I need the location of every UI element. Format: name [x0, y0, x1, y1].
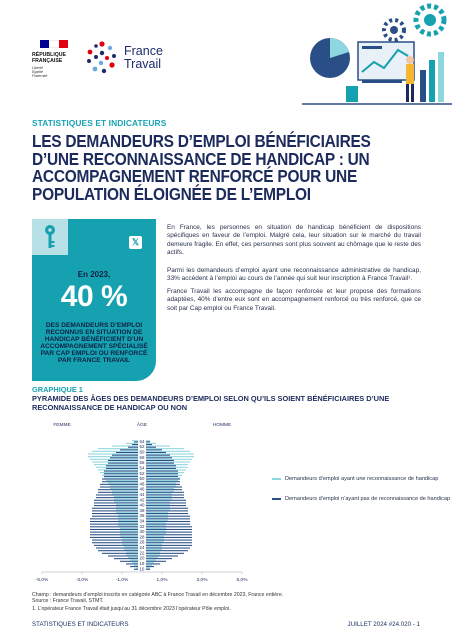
pyramid-bar-homme: [146, 568, 150, 569]
pyramid-bar-femme: [120, 533, 138, 534]
pyramid-bar-homme: [146, 569, 150, 570]
pyramid-bar-femme: [136, 568, 138, 569]
pyramid-bar-homme: [146, 492, 184, 493]
footer-issue-label: JUILLET 2024 #24.020 - 1: [347, 621, 420, 628]
pyramid-bar-homme: [146, 455, 170, 456]
pyramid-bar-femme: [134, 569, 138, 570]
pyramid-bar-femme: [92, 540, 138, 541]
pyramid-bar-femme: [96, 494, 138, 495]
pyramid-bar-homme: [146, 491, 174, 492]
pyramid-bar-homme: [146, 459, 192, 460]
pyramid-bar-homme: [146, 560, 156, 561]
pyramid-bar-femme: [92, 451, 138, 452]
page-title: LES DEMANDEURS D’EMPLOI BÉNÉFICIAIRES D’UNE RECONNAISSANCE DE HANDICAP : UN ACCOMPAGNEMENT RENFORCÉ POUR UNE POPULATION ÉLOIGNÉE DE L’EMPLOI: [32, 131, 371, 204]
key-figure-intro: En 2023,: [77, 270, 111, 279]
pyramid-bar-homme: [146, 479, 180, 480]
pyramid-bar-homme: [146, 441, 150, 442]
france-travail-wordmark: France Travail: [124, 44, 163, 71]
legend-label-rqth: Demandeurs d’emploi ayant une reconnaissance de handicap: [285, 476, 439, 482]
pyramid-x-tick-label: 1,0%: [156, 578, 168, 583]
pyramid-bar-homme: [146, 486, 182, 487]
pyramid-age-tick: 60: [139, 449, 145, 455]
pyramid-bar-femme: [116, 452, 138, 453]
pyramid-bar-homme: [146, 443, 156, 444]
pyramid-age-tick: 34: [139, 518, 145, 524]
pyramid-bar-femme: [116, 509, 138, 510]
pyramid-bar-homme: [146, 451, 190, 452]
pyramid-bar-femme: [116, 512, 138, 513]
pyramid-age-tick: 46: [139, 486, 145, 492]
pyramid-bar-femme: [120, 449, 138, 450]
pyramid-bar-homme: [146, 499, 172, 500]
pyramid-bar-femme: [100, 486, 138, 487]
pyramid-bar-femme: [110, 457, 138, 458]
pyramid-bar-homme: [146, 553, 184, 554]
source-field-note: Champ : demandeurs d’emploi inscrits en catégorie ABC à France Travail en décembre 2023, France entière.: [32, 592, 284, 598]
pyramid-bar-homme: [146, 476, 178, 477]
pyramid-bar-femme: [104, 473, 138, 474]
pyramid-age-tick: 36: [139, 513, 145, 519]
pyramid-bar-femme: [92, 461, 138, 462]
pyramid-x-tick-label: -5,0%: [35, 578, 49, 583]
pyramid-bar-femme: [104, 476, 138, 477]
pyramid-age-tick: 50: [139, 476, 145, 482]
pyramid-bar-homme: [146, 505, 186, 506]
pyramid-age-tick: 40: [139, 502, 145, 508]
pyramid-bar-femme: [92, 510, 138, 511]
pyramid-bar-homme: [146, 496, 172, 497]
pyramid-bar-femme: [90, 518, 138, 519]
pyramid-bar-homme: [146, 557, 158, 558]
pyramid-bar-femme: [134, 441, 138, 442]
pyramid-bar-femme: [90, 534, 138, 535]
pyramid-bar-femme: [110, 488, 138, 489]
republique-francaise-name: RÉPUBLIQUE FRANÇAISE: [32, 52, 67, 64]
pyramid-bar-femme: [102, 553, 138, 554]
pyramid-bar-femme: [112, 455, 138, 456]
pyramid-bar-femme: [132, 562, 138, 563]
pyramid-bar-femme: [118, 522, 138, 523]
pyramid-bar-homme: [146, 517, 168, 518]
pyramid-bar-homme: [146, 512, 168, 513]
pyramid-bar-homme: [146, 447, 156, 448]
pyramid-bar-homme: [146, 508, 188, 509]
pyramid-bar-homme: [146, 566, 154, 567]
pyramid-bar-homme: [146, 448, 184, 449]
pyramid-bar-femme: [124, 549, 138, 550]
pyramid-bar-homme: [146, 453, 194, 454]
pyramid-x-tick-label: 3,0%: [196, 578, 208, 583]
pyramid-bar-femme: [120, 528, 138, 529]
pyramid-bar-femme: [98, 550, 138, 551]
pyramid-bar-femme: [126, 552, 138, 553]
pyramid-bar-homme: [146, 504, 170, 505]
pyramid-bar-homme: [146, 509, 170, 510]
pyramid-bar-femme: [112, 491, 138, 492]
pyramid-bar-homme: [146, 538, 164, 539]
pyramid-bar-homme: [146, 513, 188, 514]
pyramid-age-tick: 20: [139, 555, 145, 561]
pyramid-bar-femme: [90, 459, 138, 460]
pyramid-bar-femme: [90, 526, 138, 527]
pyramid-bar-homme: [146, 468, 176, 469]
pyramid-bar-femme: [132, 444, 138, 445]
pyramid-bar-homme: [146, 549, 162, 550]
pyramid-bar-homme: [146, 510, 188, 511]
pyramid-bar-homme: [146, 473, 178, 474]
section-label: STATISTIQUES ET INDICATEURS: [32, 118, 167, 128]
pyramid-bar-homme: [146, 546, 162, 547]
pyramid-bar-homme: [146, 464, 188, 465]
pyramid-bar-femme: [114, 558, 138, 559]
pyramid-age-tick: 44: [139, 491, 145, 497]
pyramid-bar-homme: [146, 520, 168, 521]
legend-swatch-non-rqth: [272, 498, 281, 500]
pyramid-bar-femme: [122, 541, 138, 542]
pyramid-bar-femme: [98, 489, 138, 490]
pyramid-bar-homme: [146, 456, 194, 457]
pyramid-x-tick-label: 5,0%: [236, 578, 248, 583]
pyramid-bar-homme: [146, 516, 190, 517]
pyramid-age-tick: 24: [139, 545, 145, 551]
age-pyramid-chart: [26, 418, 286, 590]
pyramid-bar-homme: [146, 558, 172, 559]
pyramid-bar-homme: [146, 526, 192, 527]
pyramid-age-tick: 42: [139, 497, 145, 503]
pyramid-bar-homme: [146, 489, 182, 490]
pyramid-bar-femme: [130, 560, 138, 561]
pyramid-bar-homme: [146, 484, 180, 485]
pyramid-bar-homme: [146, 561, 166, 562]
pyramid-age-tick: 48: [139, 481, 145, 487]
pyramid-bar-femme: [92, 516, 138, 517]
pyramid-bar-femme: [92, 542, 138, 543]
pyramid-bar-femme: [100, 484, 138, 485]
pyramid-bar-homme: [146, 500, 186, 501]
pyramid-bar-homme: [146, 563, 160, 564]
pyramid-bar-homme: [146, 555, 178, 556]
pyramid-bar-homme: [146, 449, 162, 450]
pyramid-bar-homme: [146, 465, 176, 466]
footer-section-label: STATISTIQUES ET INDICATEURS: [32, 621, 129, 628]
key-figure-value: 40 %: [60, 280, 128, 313]
pyramid-bar-femme: [90, 532, 138, 533]
pyramid-age-tick: 26: [139, 539, 145, 545]
pyramid-bar-homme: [146, 525, 166, 526]
pyramid-bar-femme: [90, 521, 138, 522]
pyramid-bar-homme: [146, 530, 166, 531]
pyramid-bar-homme: [146, 554, 160, 555]
pyramid-bar-homme: [146, 440, 150, 441]
pyramid-bar-femme: [116, 507, 138, 508]
pyramid-bar-femme: [114, 499, 138, 500]
pyramid-bar-femme: [126, 563, 138, 564]
pyramid-bar-femme: [102, 475, 138, 476]
pyramid-bar-femme: [88, 453, 138, 454]
pyramid-bar-femme: [100, 472, 138, 473]
pyramid-bar-homme: [146, 461, 190, 462]
pyramid-bar-femme: [114, 501, 138, 502]
pyramid-bar-femme: [130, 566, 138, 567]
pyramid-bar-femme: [96, 548, 138, 549]
pyramid-bar-homme: [146, 457, 172, 458]
pyramid-bar-homme: [146, 528, 166, 529]
pyramid-bar-homme: [146, 550, 188, 551]
pyramid-bar-homme: [146, 548, 190, 549]
pyramid-bar-homme: [146, 562, 154, 563]
pyramid-bar-femme: [114, 496, 138, 497]
intro-paragraph: En France, les personnes en situation de handicap bénéficient de dispositions spécifiques en faveur de l’emploi. Malgré cela, leur situation sur le marché du travail demeure fragile. En effet, ces personnes sont plus souvent au chômage que le reste des actifs.: [167, 224, 421, 256]
pyramid-bar-homme: [146, 452, 166, 453]
pyramid-bar-homme: [146, 485, 176, 486]
pyramid-bar-femme: [98, 492, 138, 493]
pyramid-header-homme: HOMME: [212, 423, 232, 428]
pyramid-bar-femme: [88, 456, 138, 457]
pyramid-bar-homme: [146, 536, 164, 537]
pyramid-bar-femme: [120, 561, 138, 562]
pyramid-age-tick: 32: [139, 523, 145, 529]
pyramid-bar-homme: [146, 475, 182, 476]
pyramid-bar-homme: [146, 541, 164, 542]
pyramid-bar-homme: [146, 463, 174, 464]
pyramid-bar-femme: [94, 502, 138, 503]
pyramid-bar-homme: [146, 542, 192, 543]
pyramid-bar-homme: [146, 533, 166, 534]
pyramid-bar-femme: [102, 481, 138, 482]
pyramid-bar-femme: [94, 545, 138, 546]
pyramid-bar-femme: [118, 514, 138, 515]
graph-title: PYRAMIDE DES ÂGES DES DEMANDEURS D’EMPLOI SELON QU’ILS SOIENT BÉNÉFICIAIRES D’UNE RECONNAISSANCE DE HANDICAP OU NON: [32, 394, 390, 412]
pyramid-bar-homme: [146, 494, 184, 495]
pyramid-bar-femme: [108, 463, 138, 464]
statistics-illustration-icon: [302, 0, 452, 112]
pyramid-bar-femme: [102, 479, 138, 480]
pyramid-age-tick: 30: [139, 529, 145, 535]
pyramid-bar-femme: [126, 443, 138, 444]
pyramid-bar-homme: [146, 544, 162, 545]
pyramid-bar-homme: [146, 477, 180, 478]
pyramid-header-age: ÂGE: [136, 423, 148, 428]
pyramid-bar-femme: [124, 546, 138, 547]
pyramid-bar-femme: [90, 524, 138, 525]
pyramid-bar-homme: [146, 460, 174, 461]
pyramid-bar-femme: [104, 471, 138, 472]
pyramid-age-tick: 58: [139, 454, 145, 460]
legend-swatch-rqth: [272, 478, 281, 480]
pyramid-x-tick-label: -3,0%: [75, 578, 89, 583]
pyramid-bar-femme: [122, 544, 138, 545]
republique-francaise-motto: Liberté Égalité Fraternité: [32, 66, 48, 79]
pyramid-bar-femme: [112, 493, 138, 494]
pyramid-bar-homme: [146, 502, 186, 503]
pyramid-header-femme: FEMME: [53, 423, 71, 428]
pyramid-bar-homme: [146, 529, 192, 530]
pyramid-bar-femme: [134, 565, 138, 566]
pyramid-age-tick: 62: [139, 444, 145, 450]
pyramid-bar-homme: [146, 446, 170, 447]
pyramid-bar-femme: [106, 465, 138, 466]
pyramid-bar-femme: [108, 460, 138, 461]
pyramid-bar-femme: [122, 538, 138, 539]
pyramid-bar-homme: [146, 518, 190, 519]
pyramid-bar-homme: [146, 480, 178, 481]
pyramid-bar-homme: [146, 497, 184, 498]
pyramid-bar-femme: [128, 447, 138, 448]
pyramid-bar-femme: [98, 469, 138, 470]
footnote: 1. L’opérateur France Travail était jusqu’au 31 décembre 2023 l’opérateur Pôle emploi.: [32, 606, 231, 612]
pyramid-bar-femme: [94, 464, 138, 465]
pyramid-bar-femme: [118, 520, 138, 521]
pyramid-bar-homme: [146, 545, 192, 546]
pyramid-bar-femme: [108, 483, 138, 484]
graph-label: GRAPHIQUE 1: [32, 385, 83, 394]
pyramid-bar-femme: [106, 480, 138, 481]
pyramid-bar-homme: [146, 501, 170, 502]
pyramid-bar-femme: [118, 525, 138, 526]
pyramid-bar-homme: [146, 537, 192, 538]
pyramid-age-tick: 18: [139, 560, 145, 566]
pyramid-bar-femme: [116, 504, 138, 505]
pyramid-bar-homme: [146, 493, 172, 494]
pyramid-bar-femme: [110, 485, 138, 486]
pyramid-age-tick: 54: [139, 465, 145, 471]
pyramid-bar-femme: [94, 505, 138, 506]
pyramid-bar-homme: [146, 472, 184, 473]
support-paragraph: France Travail les accompagne de façon renforcée et leur propose des formations adaptées, 40% d’entre eux sont en accompagnement renforcé ou très renforcé, que ce soit par Cap emploi ou France Travail.: [167, 288, 421, 312]
pyramid-age-tick: 64: [139, 438, 145, 444]
legend-label-non-rqth: Demandeurs d’emploi n’ayant pas de reconnaissance de handicap: [285, 496, 451, 502]
pyramid-bar-femme: [112, 446, 138, 447]
pyramid-bar-femme: [90, 529, 138, 530]
pyramid-bar-femme: [118, 517, 138, 518]
republique-francaise-flag-icon: [40, 40, 68, 48]
pyramid-x-tick-label: -1,0%: [115, 578, 129, 583]
pyramid-bar-femme: [96, 497, 138, 498]
pyramid-bar-femme: [92, 513, 138, 514]
pyramid-bar-femme: [120, 530, 138, 531]
pyramid-bar-homme: [146, 565, 152, 566]
key-icon: [32, 219, 68, 255]
pyramid-bar-femme: [104, 477, 138, 478]
pyramid-age-tick: 22: [139, 550, 145, 556]
pyramid-bar-femme: [120, 536, 138, 537]
pyramid-bar-femme: [96, 467, 138, 468]
pyramid-age-tick: 52: [139, 470, 145, 476]
legend-item-rqth: [272, 476, 438, 482]
pyramid-bar-homme: [146, 444, 152, 445]
pyramid-bar-femme: [90, 537, 138, 538]
pyramid-age-tick: 56: [139, 460, 145, 466]
legend-item-non-rqth: [272, 496, 450, 502]
france-travail-logo-icon: [84, 40, 120, 76]
pyramid-bar-homme: [146, 540, 192, 541]
pyramid-bar-femme: [98, 448, 138, 449]
pyramid-age-tick: 28: [139, 534, 145, 540]
pyramid-bar-homme: [146, 507, 170, 508]
key-tile: [32, 219, 68, 255]
pyramid-bar-homme: [146, 524, 190, 525]
pyramid-bar-femme: [128, 557, 138, 558]
pyramid-bar-femme: [126, 554, 138, 555]
source-note: Source : France Travail, STMT.: [32, 598, 104, 604]
pyramid-bar-femme: [132, 440, 138, 441]
pyramid-bar-homme: [146, 471, 178, 472]
pyramid-bar-femme: [92, 508, 138, 509]
pyramid-bar-homme: [146, 481, 180, 482]
pyramid-bar-homme: [146, 467, 188, 468]
pyramid-bar-homme: [146, 469, 186, 470]
pyramid-bar-homme: [146, 521, 190, 522]
pyramid-bar-homme: [146, 552, 160, 553]
pyramid-bar-homme: [146, 483, 176, 484]
pyramid-bar-homme: [146, 514, 168, 515]
pyramid-bar-femme: [108, 555, 138, 556]
pyramid-age-tick: 16: [139, 566, 145, 572]
pyramid-bar-homme: [146, 488, 174, 489]
key-figure-description: DES DEMANDEURS D’EMPLOI RECONNUS EN SITUATION DE HANDICAP BÉNÉFICIENT D’UN ACCOMPAGNEMENT SPÉCIALISÉ PAR CAP EMPLOI OU RENFORCÉ PAR FRANCE TRAVAIL: [40, 322, 148, 364]
pyramid-bar-femme: [94, 500, 138, 501]
pyramid-bar-femme: [106, 468, 138, 469]
employment-access-paragraph: Parmi les demandeurs d’emploi ayant une reconnaissance administrative de handicap, 33% accèdent à l’emploi au cours de l’année qui suit leur inscription à France Travail¹.: [167, 267, 421, 283]
pyramid-bar-homme: [146, 534, 192, 535]
pyramid-age-tick: 38: [139, 507, 145, 513]
x-share-icon[interactable]: 𝕏: [129, 236, 142, 249]
pyramid-bar-homme: [146, 532, 192, 533]
pyramid-bar-homme: [146, 522, 166, 523]
